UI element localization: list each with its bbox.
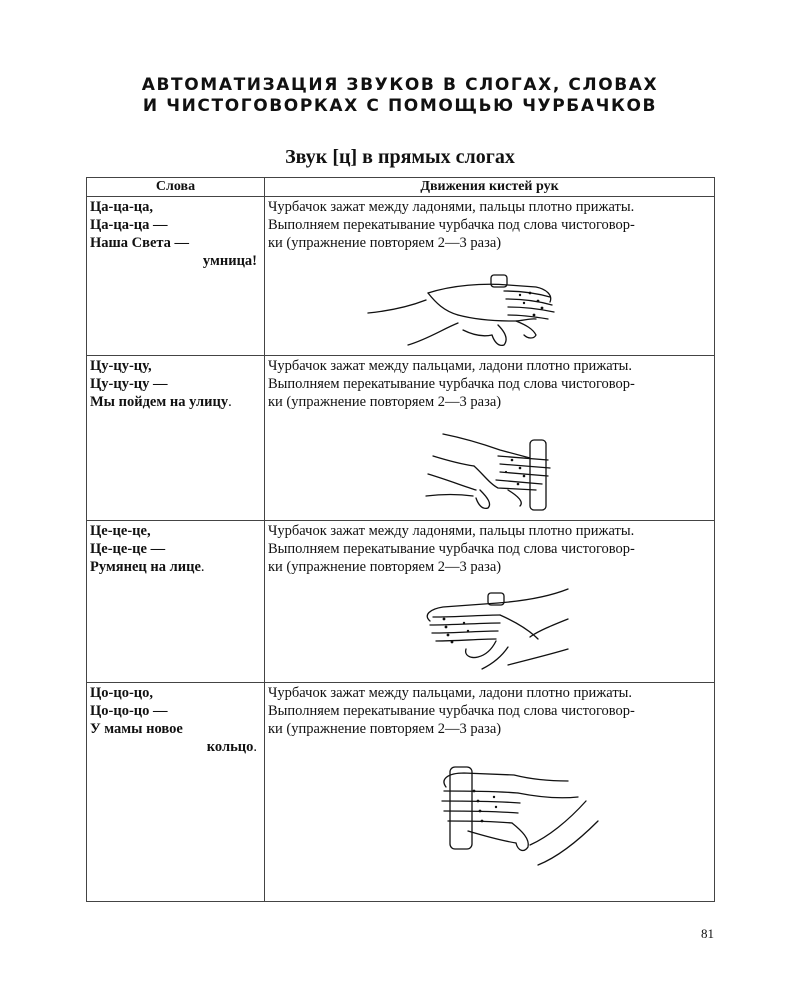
description-line: ки (упражнение повторяем 2—3 раза) <box>268 721 502 738</box>
word-line: Ца-ца-ца — <box>90 217 168 234</box>
movement-cell <box>265 356 715 520</box>
description-line: ки (упражнение повторяем 2—3 раза) <box>268 394 502 411</box>
word-line: Наша Света — <box>90 235 190 252</box>
column-header-words: Слова <box>87 178 265 197</box>
hands-palms-roll-illustration <box>268 255 708 350</box>
word-line <box>90 558 261 576</box>
movement-cell <box>265 197 715 356</box>
page-number: 81 <box>701 926 714 941</box>
word-punctuation: . <box>228 394 232 411</box>
movement-cell <box>265 683 715 902</box>
words-cell <box>87 356 265 520</box>
description-line: ки (упражнение повторяем 2—3 раза) <box>268 235 502 252</box>
column-header-movements: Движения кистей рук <box>265 178 715 197</box>
word-text: Мы пойдем на улицу <box>90 394 229 411</box>
word-line <box>90 393 261 411</box>
word-line: Ца-ца-ца, <box>90 199 154 216</box>
description-line: Выполняем перекатывание чурбачка под слова чистоговор- <box>268 376 635 393</box>
word-text: кольцо <box>206 739 254 756</box>
description-line: Чурбачок зажат между пальцами, ладони плотно прижаты. <box>268 685 633 702</box>
description-line: Чурбачок зажат между ладонями, пальцы плотно прижаты. <box>268 522 635 539</box>
hands-fingers-roll-illustration <box>268 741 708 881</box>
word-line: Цу-цу-цу, <box>90 358 152 375</box>
chapter-heading <box>0 75 800 117</box>
word-line: У мамы новое <box>90 721 183 738</box>
words-cell <box>87 683 265 902</box>
words-cell <box>87 520 265 682</box>
description-line: ки (упражнение повторяем 2—3 раза) <box>268 558 502 575</box>
word-punctuation: . <box>200 558 205 575</box>
description-line: Выполняем перекатывание чурбачка под слова чистоговор- <box>268 540 635 557</box>
word-line: Цу-цу-цу — <box>90 376 168 393</box>
description-line: Чурбачок зажат между пальцами, ладони плотно прижаты. <box>268 358 633 375</box>
chapter-heading-line-1: АВТОМАТИЗАЦИЯ ЗВУКОВ В СЛОГАХ, СЛОВАХ <box>141 75 659 95</box>
word-punctuation: . <box>253 739 257 756</box>
description-line: Выполняем перекатывание чурбачка под слова чистоговор- <box>268 217 635 234</box>
chapter-heading-line-2: И ЧИСТОГОВОРКАХ С ПОМОЩЬЮ ЧУРБАЧКОВ <box>142 96 658 116</box>
table-header-row <box>87 178 715 197</box>
table-row <box>87 683 715 902</box>
hands-palms-roll-illustration <box>268 579 708 674</box>
table-row <box>87 520 715 682</box>
word-line: Цо-цо-цо, <box>90 685 154 702</box>
word-line: Це-це-це, <box>90 522 151 539</box>
words-cell <box>87 197 265 356</box>
movement-cell <box>265 520 715 682</box>
word-line <box>90 738 261 756</box>
hands-fingers-roll-illustration <box>268 414 708 514</box>
word-text: Румянец на лице <box>90 558 201 575</box>
section-title: Звук [ц] в прямых слогах <box>285 146 515 168</box>
word-line: Це-це-це — <box>90 540 166 557</box>
description-line: Выполняем перекатывание чурбачка под слова чистоговор- <box>268 703 635 720</box>
exercise-table <box>86 177 715 902</box>
word-line: Цо-цо-цо — <box>90 703 168 720</box>
table-row <box>87 356 715 520</box>
word-line: умница! <box>202 253 257 270</box>
description-line: Чурбачок зажат между ладонями, пальцы плотно прижаты. <box>268 199 635 216</box>
table-row <box>87 197 715 356</box>
